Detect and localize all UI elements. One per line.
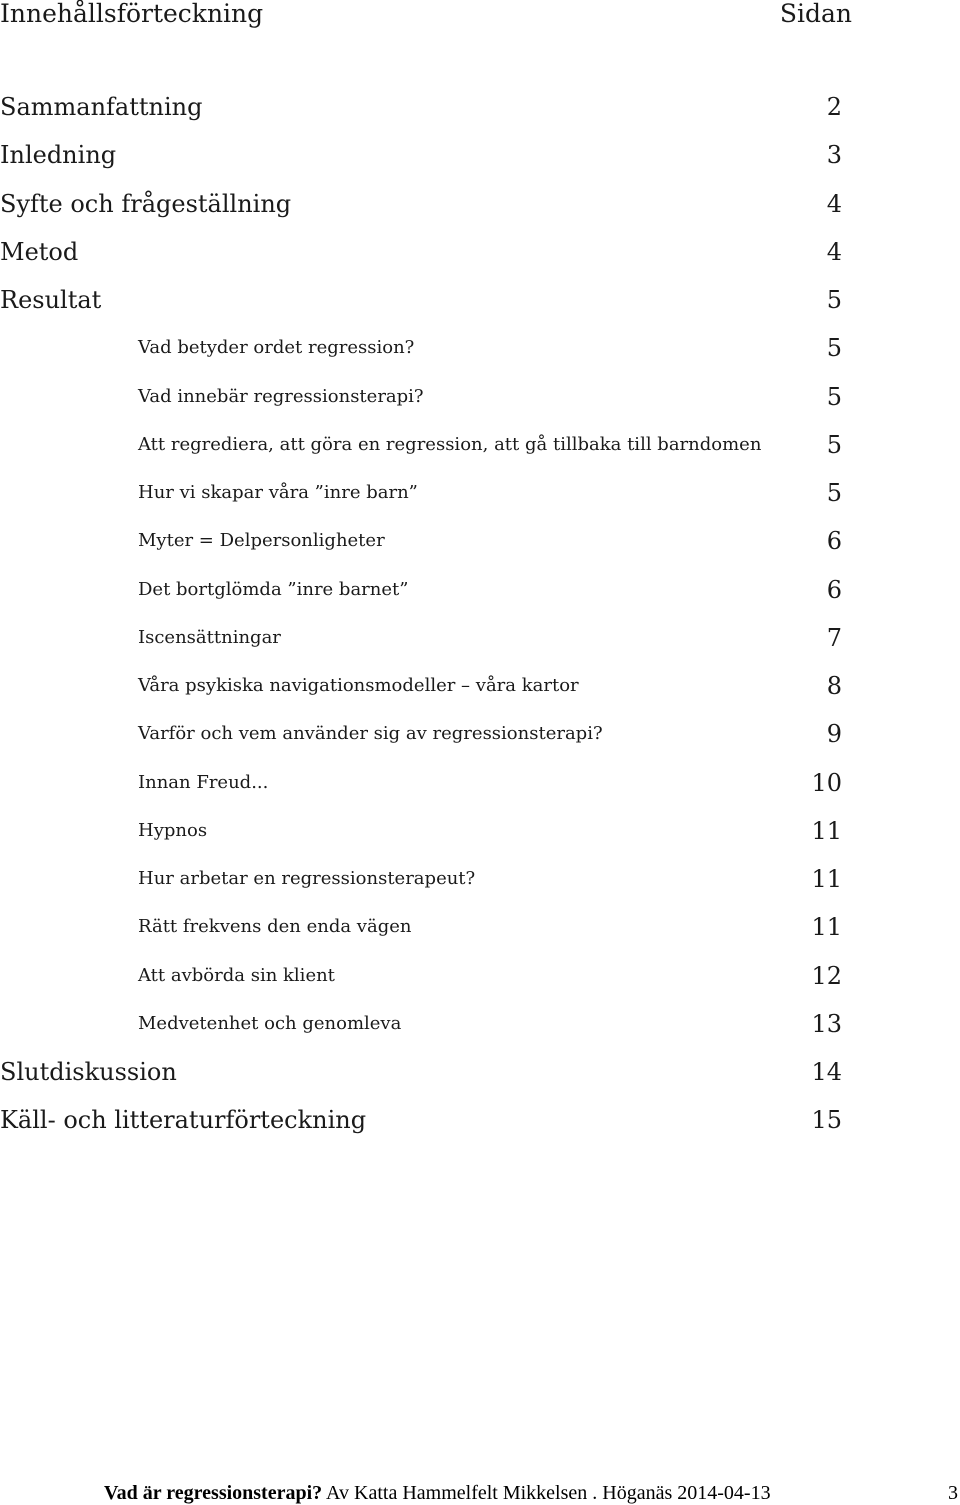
toc-entry-page: 6 (826, 575, 842, 604)
toc-entry-page: 14 (811, 1058, 842, 1086)
toc-entry-page: 5 (826, 334, 842, 363)
toc-entry-title: Iscensättningar (138, 626, 281, 648)
toc-entry-page: 10 (811, 768, 842, 797)
toc-entry-title: Vad innebär regressionsterapi? (138, 385, 424, 407)
toc-entry-title: Vad betyder ordet regression? (138, 337, 415, 359)
toc-entry-page: 5 (826, 479, 842, 507)
toc-entry (0, 671, 960, 707)
toc-entry-title: Metod (0, 237, 79, 266)
toc-entry (0, 237, 960, 273)
toc-entry-page: 9 (826, 720, 842, 749)
toc-entry-title: Att regrediera, att göra en regression, att gå tillbaka till barndomen (138, 433, 762, 455)
toc-entry-page: 12 (811, 961, 842, 990)
toc-entry-title: Myter = Delpersonligheter (138, 530, 385, 552)
toc-entry (0, 575, 960, 611)
toc-entry-title: Hur arbetar en regressionsterapeut? (138, 868, 476, 889)
footer-page-number: 3 (948, 1482, 958, 1504)
toc-entry-title: Hur vi skapar våra ”inre barn” (138, 482, 418, 503)
toc-entry-page: 5 (826, 286, 842, 314)
toc-entry-title: Resultat (0, 286, 102, 314)
toc-entry-page: 11 (811, 913, 842, 942)
toc-entry-title: Syfte och frågeställning (0, 189, 292, 218)
toc-entry-title: Varför och vem använder sig av regressionsterapi? (138, 723, 603, 745)
toc-entry (0, 382, 960, 418)
toc-entry-page: 3 (826, 141, 842, 170)
toc-entry-title: Inledning (0, 141, 117, 170)
toc-entry (0, 768, 960, 804)
toc-entry (0, 816, 960, 852)
toc-entry-title: Slutdiskussion (0, 1058, 177, 1086)
toc-entry-title: Rätt frekvens den enda vägen (138, 916, 412, 938)
toc-entry (0, 333, 960, 369)
toc-entry-title: Käll- och litteraturförteckning (0, 1106, 367, 1135)
toc-entry (0, 189, 960, 225)
toc-entry (0, 961, 960, 997)
toc-entry-page: 7 (826, 623, 842, 652)
toc-entry-page: 5 (826, 430, 842, 459)
toc-entry (0, 478, 960, 514)
toc-entry-page: 8 (826, 672, 842, 700)
toc-entry-page: 4 (826, 237, 842, 266)
toc-entry-page: 5 (826, 382, 842, 411)
toc-entry-page: 4 (826, 189, 842, 218)
toc-entry-title: Sammanfattning (0, 93, 203, 121)
toc-entry-title: Våra psykiska navigationsmodeller – våra kartor (138, 675, 579, 696)
toc-entry (0, 912, 960, 948)
toc-title: Innehållsförteckning (0, 0, 264, 28)
page-footer (104, 1482, 960, 1504)
toc-entry-title: Hypnos (138, 819, 208, 841)
toc-entry-title: Det bortglömda ”inre barnet” (138, 578, 409, 600)
toc-entry-title: Innan Freud... (138, 771, 269, 793)
toc-entry (0, 1057, 960, 1093)
toc-entry (0, 526, 960, 562)
toc-entry-page: 11 (811, 816, 842, 845)
toc-entry (0, 623, 960, 659)
toc-entry (0, 719, 960, 755)
toc-entry (0, 285, 960, 321)
toc-entry-page: 2 (826, 93, 842, 121)
footer-byline: Av Katta Hammelfelt Mikkelsen . Höganäs 2014-04-13 (322, 1482, 771, 1504)
toc-entry (0, 1105, 960, 1141)
toc-entry-title: Att avbörda sin klient (138, 964, 335, 986)
toc-entry (0, 430, 960, 466)
toc-entry (0, 864, 960, 900)
toc-entry (0, 140, 960, 176)
toc-entry-title: Medvetenhet och genomleva (138, 1012, 402, 1034)
toc-entry (0, 1009, 960, 1045)
toc-entry-page: 6 (826, 527, 842, 556)
toc-entry-page: 13 (811, 1009, 842, 1038)
toc-entry-page: 11 (811, 865, 842, 893)
toc-entry (0, 92, 960, 128)
footer-document-title: Vad är regressionsterapi? (104, 1482, 323, 1504)
toc-page-column-label: Sidan (779, 0, 852, 28)
toc-entry-page: 15 (811, 1106, 842, 1135)
